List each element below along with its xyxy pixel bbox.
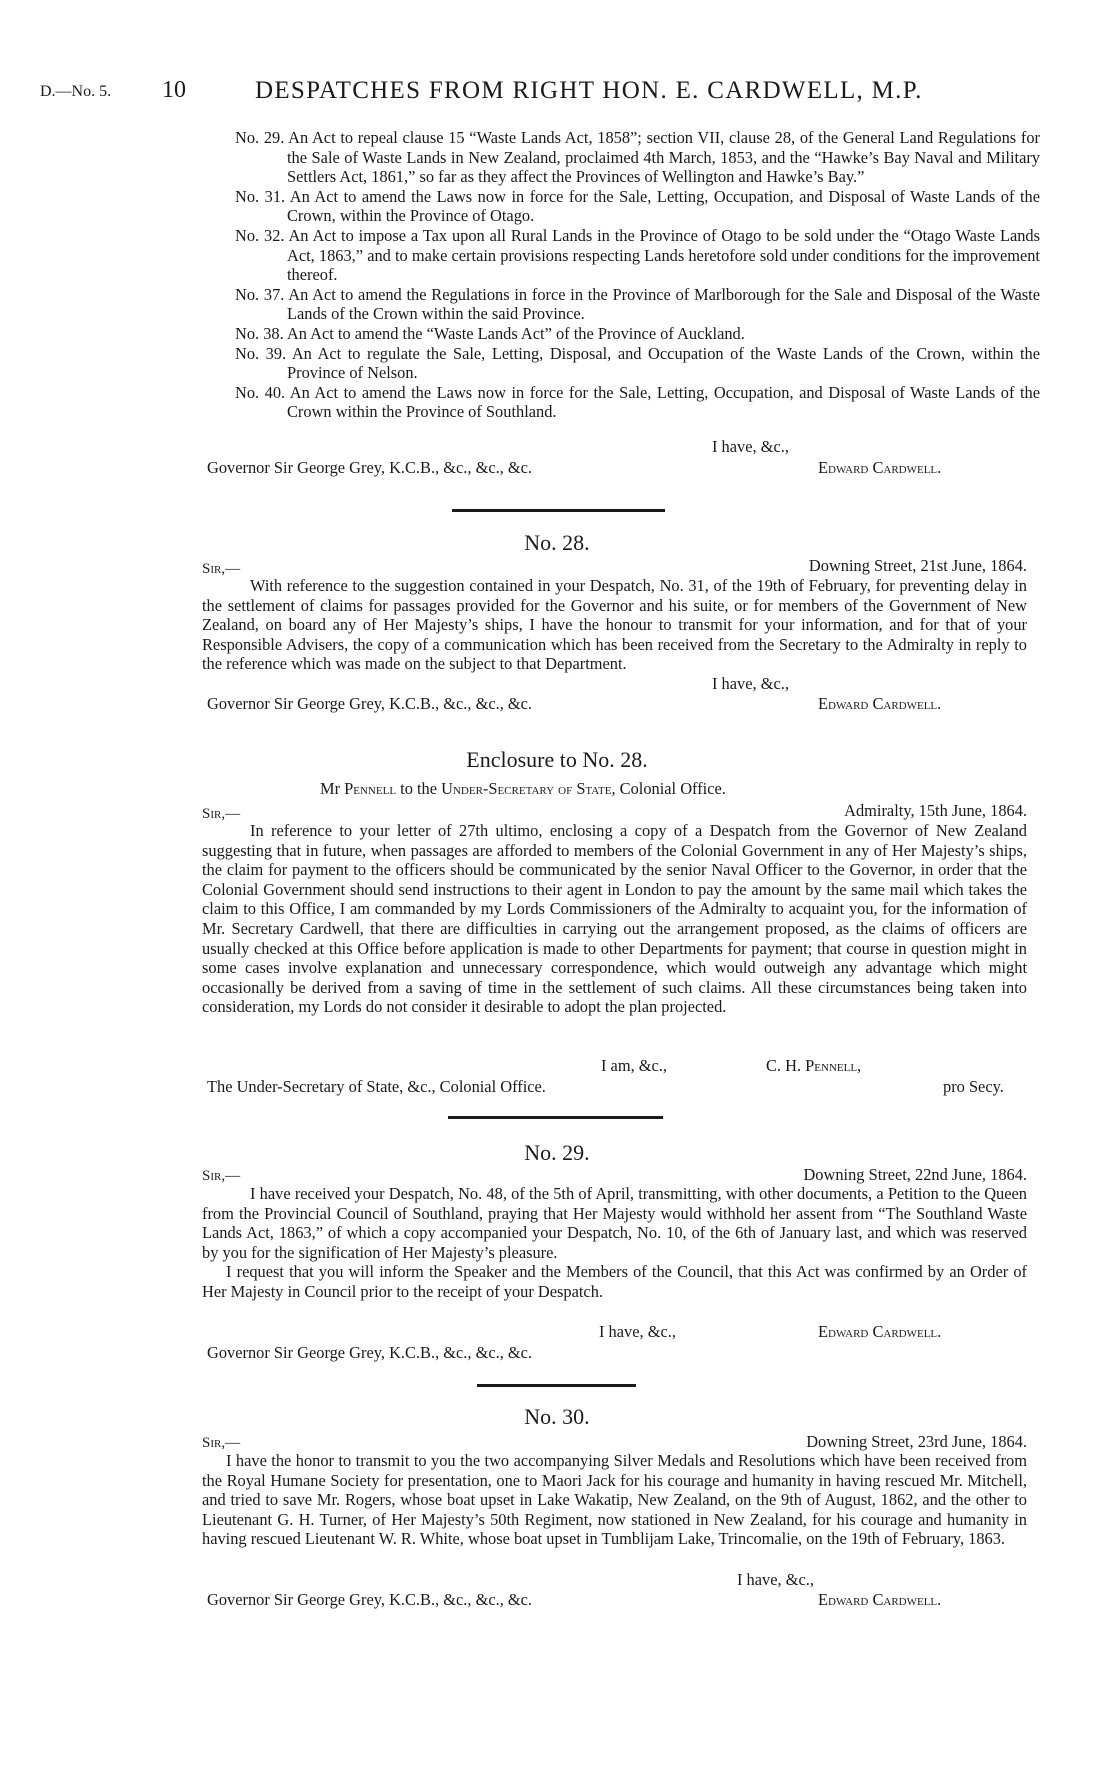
despatch-body xyxy=(202,576,1027,674)
page-title: DESPATCHES FROM RIGHT HON. E. CARDWELL, M.P. xyxy=(255,77,923,104)
salutation: Sir,— xyxy=(202,806,241,822)
closing: I have, &c., xyxy=(712,674,789,693)
salutation: Sir,— xyxy=(202,1168,241,1184)
acts-list xyxy=(235,128,1040,422)
section-divider xyxy=(477,1384,636,1387)
closing: I have, &c., xyxy=(712,437,789,456)
closing: I have, &c., xyxy=(599,1322,676,1341)
despatch-heading: No. 30. xyxy=(524,1404,590,1429)
despatch-body xyxy=(202,1184,1027,1302)
paragraph: I have received your Despatch, No. 48, of the 5th of April, transmitting, with other documents, a Petition to the Queen from the Provincial Council of Southland, praying that Her Majesty would withhold her assent from “The Southland Waste Lands Act, 1863,” of which a copy accompanied your Despatch, No. 10, of the 6th of January last, and which was reserved by you for the signification of Her Majesty’s pleasure. xyxy=(202,1184,1027,1262)
act-item: No. 40. An Act to amend the Laws now in force for the Sale, Letting, Occupation, and Disposal of Waste Lands of the Crown within the Province of Southland. xyxy=(235,382,1040,422)
act-item: No. 32. An Act to impose a Tax upon all Rural Lands in the Province of Otago to be sold under the “Otago Waste Lands Act, 1863,” and to make certain provisions respecting Lands heretofore sold under conditions for the improvement thereof. xyxy=(235,225,1040,285)
signature: Edward Cardwell. xyxy=(818,1590,942,1609)
closing: I am, &c., xyxy=(601,1056,667,1075)
section-divider xyxy=(452,509,665,512)
section-divider xyxy=(448,1116,663,1119)
enclosure-subheading xyxy=(320,779,726,799)
signature: Edward Cardwell. xyxy=(818,1322,942,1341)
document-reference: D.—No. 5. xyxy=(40,83,112,100)
subhead-office: Under-Secretary of State, xyxy=(441,779,616,798)
addressee: Governor Sir George Grey, K.C.B., &c., &c., &c. xyxy=(207,694,533,713)
act-item: No. 37. An Act to amend the Regulations in force in the Province of Marlborough for the Sale and Disposal of the Waste Lands of the Crown within the said Province. xyxy=(235,284,1040,324)
page-header xyxy=(40,75,1080,115)
subhead-prefix: Mr xyxy=(320,779,341,798)
act-item: No. 38. An Act to amend the “Waste Lands Act” of the Province of Auckland. xyxy=(235,323,745,343)
act-item: No. 29. An Act to repeal clause 15 “Waste Lands Act, 1858”; section VII, clause 28, of the General Land Regulations for the Sale of Waste Lands in New Zealand, proclaimed 4th March, 1853, and the “Hawke’s Bay Naval and Military Settlers Act, 1861,” so far as they affect the Provinces of Wellington and Hawke’s Bay.” xyxy=(235,128,1040,187)
paragraph: With reference to the suggestion contained in your Despatch, No. 31, of the 19th of February, for preventing delay in the settlement of claims for passages provided for the Governor and his suite, or for members of the Government of New Zealand, on board any of Her Majesty’s ships, I have the honour to transmit for your information, and for that of your Responsible Advisers, the copy of a communication which has been received from the Secretary to the Admiralty in reply to the reference which was made on the subject to that Department. xyxy=(202,576,1027,674)
dateline: Downing Street, 21st June, 1864. xyxy=(808,556,1027,575)
act-item: No. 31. An Act to amend the Laws now in force for the Sale, Letting, Occupation, and Disposal of Waste Lands of the Crown, within the Province of Otago. xyxy=(235,186,1040,226)
closing: I have, &c., xyxy=(737,1570,814,1589)
despatch-heading: No. 29. xyxy=(524,1140,590,1165)
signature: C. H. Pennell, xyxy=(766,1056,862,1075)
act-item: No. 39. An Act to regulate the Sale, Letting, Disposal, and Occupation of the Waste Lands of the Crown, within the Province of Nelson. xyxy=(235,343,1040,383)
paragraph: I have the honor to transmit to you the two accompanying Silver Medals and Resolutions which have been received from the Royal Humane Society for presentation, one to Maori Jack for his courage and humanity in having rescued Mr. Mitchell, and tried to save Mr. Rogers, whose boat upset in Lake Wakatip, New Zealand, on the 9th of August, 1862, and the other to Lieutenant G. H. Turner, of Her Majesty’s 50th Regiment, now stationed in New Zealand, for his courage and humanity in having rescued Lieutenant W. R. White, whose boat upset in Tumblijam Lake, Trincomalie, on the 19th of February, 1863. xyxy=(202,1451,1027,1549)
despatch-body xyxy=(202,1451,1027,1549)
signature: Edward Cardwell. xyxy=(818,694,942,713)
despatch-heading: No. 28. xyxy=(524,530,590,555)
subhead-middle: to the xyxy=(400,779,438,798)
addressee: Governor Sir George Grey, K.C.B., &c., &c., &c. xyxy=(207,1343,533,1362)
subhead-suffix: Colonial Office. xyxy=(619,779,726,798)
pro-secy: pro Secy. xyxy=(943,1077,1004,1096)
salutation: Sir,— xyxy=(202,1435,241,1451)
paragraph: In reference to your letter of 27th ultimo, enclosing a copy of a Despatch from the Governor of New Zealand suggesting that in future, when passages are afforded to members of the Colonial Government in any of Her Majesty’s ships, the claim for payment to the officers should be communicated by the senior Naval Officer to the Governor, in order that the Colonial Government should send instructions to their agent in London to pay the amount by the same mail which takes the claim to this Office, I am commanded by my Lords Commissioners of the Admiralty to acquaint you, for the information of Mr. Secretary Cardwell, that there are difficulties in carrying out the arrangement proposed, as the claims of officers are usually checked at this Office before application is made to other Departments for payment; that course in question might in some cases involve explanation and unnecessary correspondence, which would outweigh any advantage which might occasionally be derived from a saving of time in the settlement of such claims. All these circumstances being taken into consideration, my Lords do not consider it desirable to adopt the plan projected. xyxy=(202,821,1027,1017)
dateline: Downing Street, 23rd June, 1864. xyxy=(806,1432,1027,1451)
paragraph: I request that you will inform the Speaker and the Members of the Council, that this Act was confirmed by an Order of Her Majesty in Council prior to the receipt of your Despatch. xyxy=(202,1262,1027,1301)
addressee: The Under-Secretary of State, &c., Colonial Office. xyxy=(207,1077,546,1096)
page-number: 10 xyxy=(162,77,186,103)
dateline: Admiralty, 15th June, 1864. xyxy=(844,801,1027,820)
signature: Edward Cardwell. xyxy=(818,458,942,477)
enclosure-body xyxy=(202,821,1027,1017)
addressee: Governor Sir George Grey, K.C.B., &c., &c., &c. xyxy=(207,1590,533,1609)
addressee: Governor Sir George Grey, K.C.B., &c., &c., &c. xyxy=(207,458,533,477)
enclosure-heading: Enclosure to No. 28. xyxy=(466,747,648,772)
dateline: Downing Street, 22nd June, 1864. xyxy=(803,1165,1027,1184)
subhead-name: Pennell xyxy=(344,779,397,798)
salutation: Sir,— xyxy=(202,561,241,577)
